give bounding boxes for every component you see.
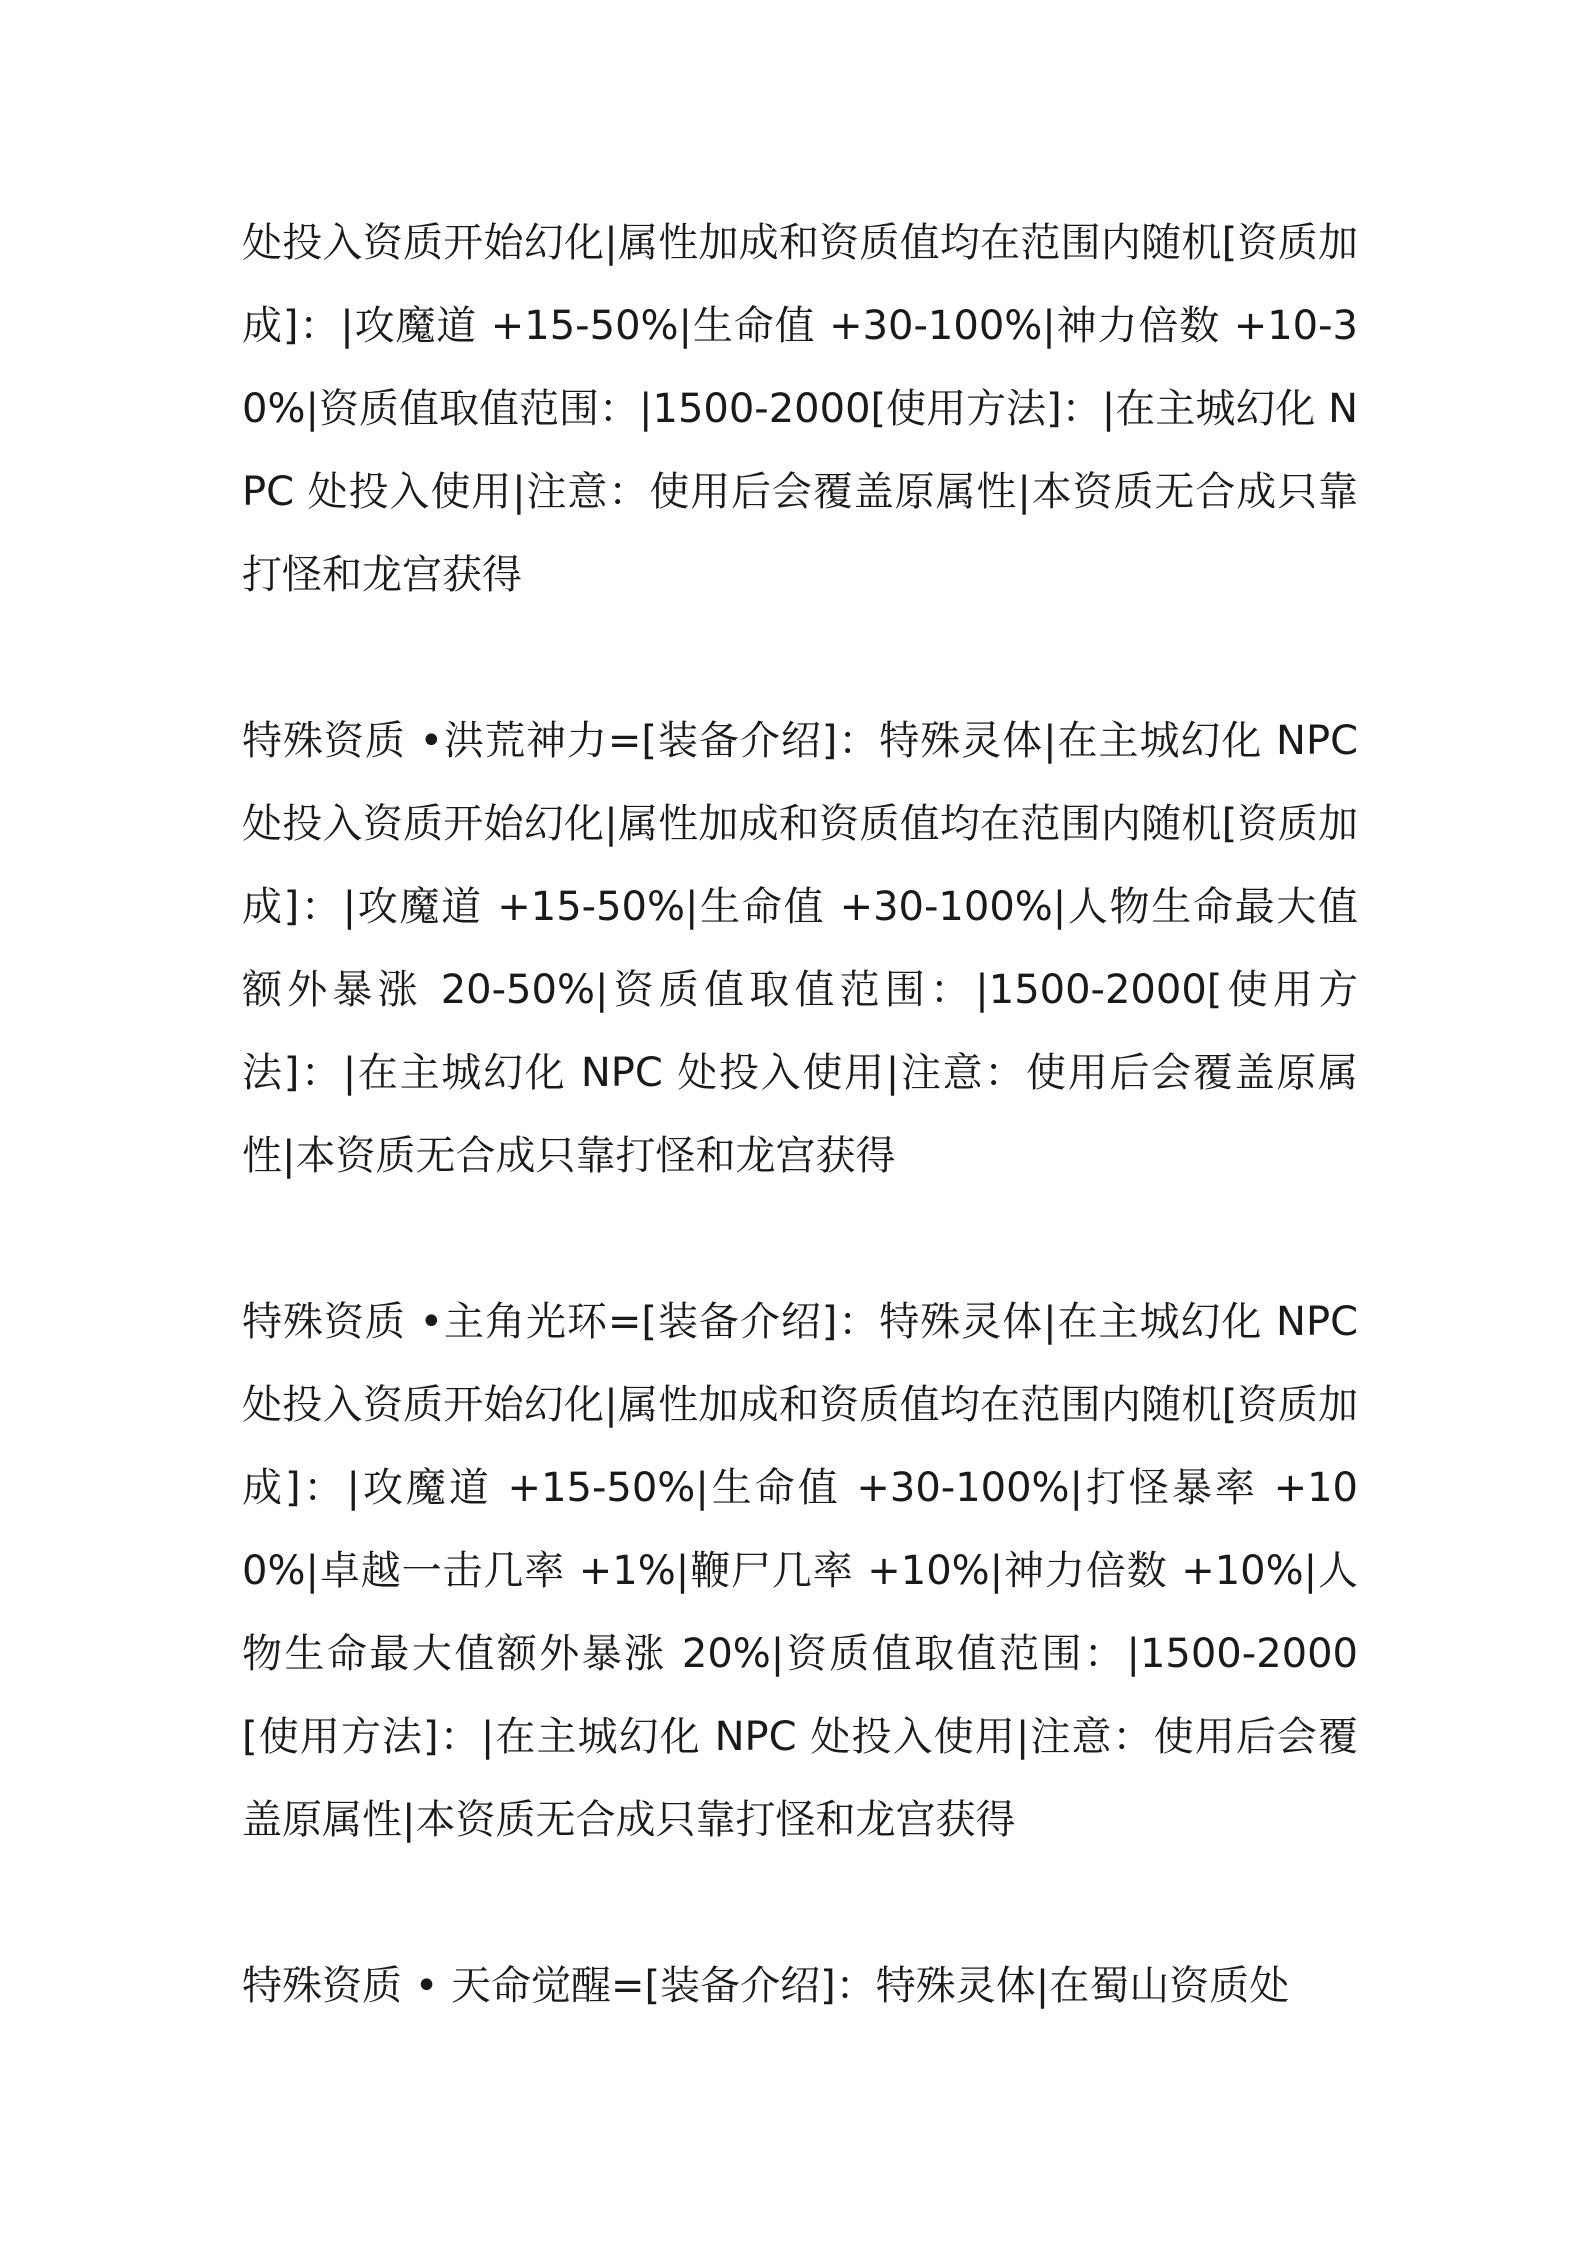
paragraph: 特殊资质 • 天命觉醒=[装备介绍]：特殊灵体|在蜀山资质处 [242, 1963, 1290, 2009]
paragraph: 处投入资质开始幻化|属性加成和资质值均在范围内随机[资质加成]：|攻魔道 +15-50%|生命值 +30-100%|神力倍数 +10-30%|资质值取值范围：|1500-2000[使用方法]：|在主城幻化 NPC 处投入使用|注意：使用后会覆盖原属性|本资质无合成只靠打怪和龙宫获得 [242, 220, 1358, 598]
paragraph: 特殊资质 •洪荒神力=[装备介绍]：特殊灵体|在主城幻化 NPC 处投入资质开始幻化|属性加成和资质值均在范围内随机[资质加成]：|攻魔道 +15-50%|生命值 +30-100%|人物生命最大值额外暴涨 20-50%|资质值取值范围：|1500-2000[使用方法]：|在主城幻化 NPC 处投入使用|注意：使用后会覆盖原属性|本资质无合成只靠打怪和龙宫获得 [242, 718, 1358, 1179]
body-text [242, 202, 1358, 2028]
paragraph: 特殊资质 •主角光环=[装备介绍]：特殊灵体|在主城幻化 NPC 处投入资质开始幻化|属性加成和资质值均在范围内随机[资质加成]：|攻魔道 +15-50%|生命值 +30-100%|打怪暴率 +100%|卓越一击几率 +1%|鞭尸几率 +10%|神力倍数 +10%|人物生命最大值额外暴涨 20%|资质值取值范围：|1500-2000[使用方法]：|在主城幻化 NPC 处投入使用|注意：使用后会覆盖原属性|本资质无合成只靠打怪和龙宫获得 [242, 1299, 1358, 1843]
